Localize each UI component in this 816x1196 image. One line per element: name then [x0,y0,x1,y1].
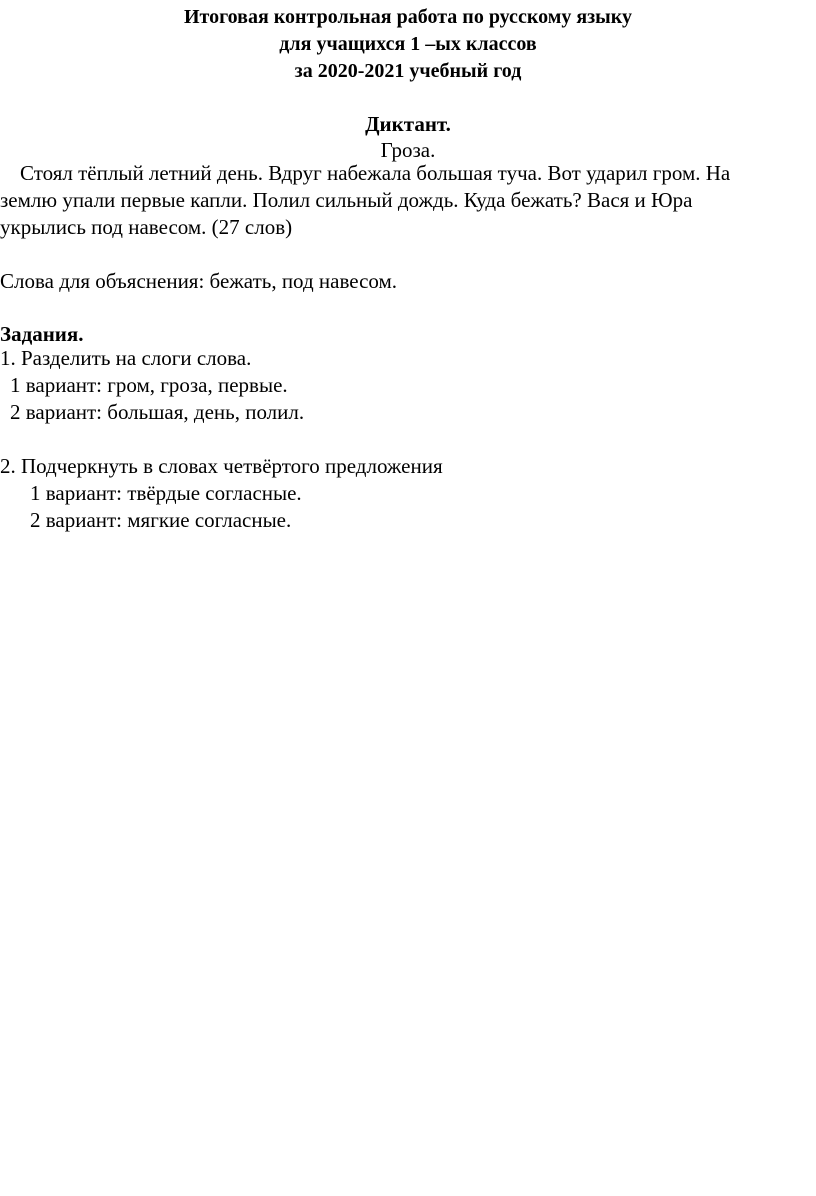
dictation-text-line-1: Стоял тёплый летний день. Вдруг набежала большая туча. Вот ударил гром. На [20,161,731,185]
task-1-title: 1. Разделить на слоги слова. [0,346,252,370]
header-title-line-1: Итоговая контрольная работа по русскому языку [183,6,633,28]
task-2-title: 2. Подчеркнуть в словах четвёртого предложения [0,454,443,478]
dictation-heading: Диктант. [365,112,451,136]
header-title-line-3: за 2020-2021 учебный год [294,60,522,82]
task-2-variant-2: 2 вариант: мягкие согласные. [30,508,292,532]
task-1-variant-1: 1 вариант: гром, гроза, первые. [10,373,288,397]
header-title-line-2: для учащихся 1 –ых классов [279,33,537,55]
task-1-variant-2: 2 вариант: большая, день, полил. [10,400,305,424]
tasks-heading: Задания. [0,322,84,346]
explanation-words: Слова для объяснения: бежать, под навесом. [0,269,398,293]
dictation-text-line-3: укрылись под навесом. (27 слов) [0,215,293,239]
dictation-text-line-2: землю упали первые капли. Полил сильный дождь. Куда бежать? Вася и Юра [0,188,693,212]
task-2-variant-1: 1 вариант: твёрдые согласные. [30,481,302,505]
dictation-title: Гроза. [380,138,436,162]
